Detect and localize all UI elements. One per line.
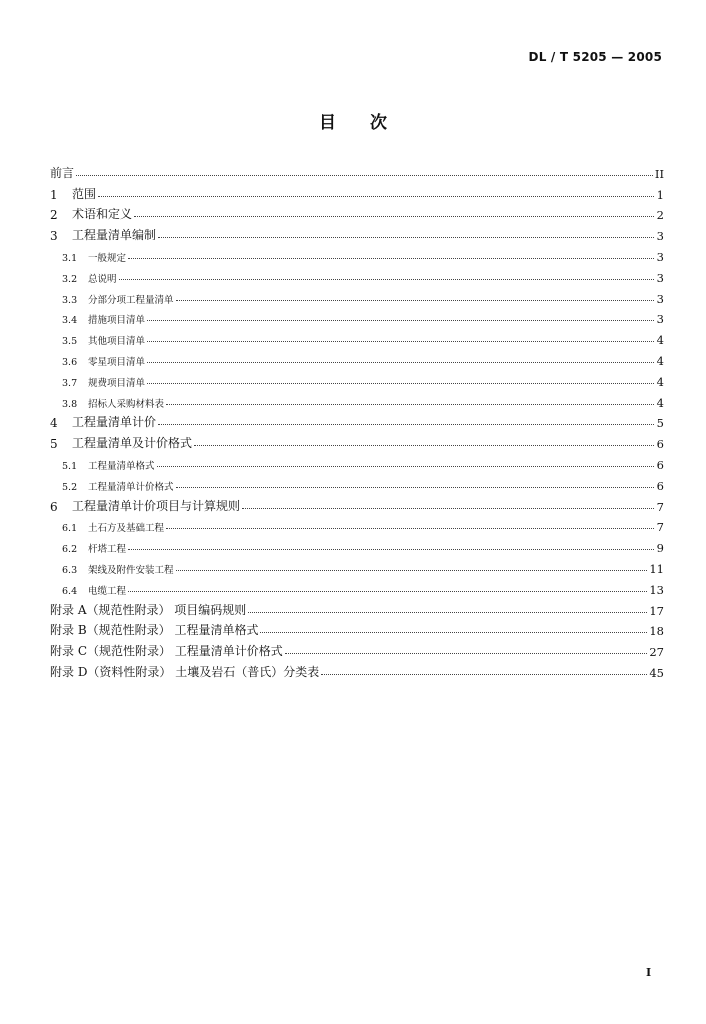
- toc-entry[interactable]: [50, 493, 664, 514]
- toc-entry-number: 3.4: [62, 315, 78, 327]
- toc-entry-page: 9: [656, 541, 664, 556]
- toc-entry-page: 45: [649, 665, 664, 680]
- toc-leader-dots: [147, 320, 654, 321]
- toc-entry-page: 3: [656, 291, 664, 306]
- toc-entry-label: 零星项目清单: [88, 356, 146, 368]
- toc-leader-dots: [128, 549, 654, 550]
- toc-entry-number: 3.6: [62, 356, 78, 368]
- toc-entry[interactable]: [50, 326, 664, 347]
- toc-leader-dots: [166, 404, 654, 405]
- toc-entry-number: 3.1: [62, 252, 78, 264]
- toc-entry[interactable]: [50, 222, 664, 243]
- toc-leader-dots: [321, 674, 647, 675]
- toc-entry-number: 3.2: [62, 273, 78, 285]
- toc-entry-page: 6: [656, 457, 664, 472]
- toc-entry[interactable]: [50, 534, 664, 555]
- toc-leader-dots: [260, 632, 647, 633]
- toc-leader-dots: [176, 300, 654, 301]
- toc-entry-page: 3: [656, 249, 664, 264]
- toc-entry[interactable]: [50, 555, 664, 576]
- toc-entry-page: 5: [656, 416, 664, 431]
- toc-entry-label: 工程量清单及计价格式: [72, 436, 193, 451]
- toc-entry-page: 4: [656, 395, 664, 410]
- toc-leader-dots: [147, 383, 654, 384]
- toc-entry-page: II: [654, 166, 664, 181]
- toc-leader-dots: [98, 196, 654, 197]
- toc-entry-label: 规费项目清单: [88, 377, 146, 389]
- toc-entry[interactable]: [50, 347, 664, 368]
- toc-entry[interactable]: [50, 285, 664, 306]
- toc-entry-page: 3: [656, 312, 664, 327]
- toc-entry-label: 工程量清单计价格式: [88, 481, 174, 493]
- toc-entry-page: 18: [649, 624, 664, 639]
- toc-entry-number: 3.7: [62, 377, 78, 389]
- page-title: 目次: [319, 113, 421, 133]
- toc-leader-dots: [134, 216, 654, 217]
- toc-entry[interactable]: [50, 389, 664, 410]
- toc-entry-label: 附录 D（资料性附录） 土壤及岩石（普氏）分类表: [50, 664, 320, 679]
- toc-entry-label: 工程量清单计价: [72, 415, 157, 430]
- toc-leader-dots: [158, 424, 654, 425]
- toc-entry-label: 电缆工程: [88, 585, 127, 597]
- toc-entry-label: 前言: [50, 165, 75, 180]
- toc-entry-number: 6.4: [62, 585, 78, 597]
- toc-entry[interactable]: [50, 368, 664, 389]
- toc-entry-label: 工程量清单编制: [72, 228, 157, 243]
- toc-entry-label: 一般规定: [88, 252, 127, 264]
- toc-entry-page: 4: [656, 333, 664, 348]
- toc-entry-label: 招标人采购材料表: [88, 398, 165, 410]
- toc-entry-number: 1: [50, 187, 58, 202]
- toc-entry-label: 其他项目清单: [88, 336, 146, 348]
- toc-entry-page: 27: [649, 645, 664, 660]
- toc-entry[interactable]: [50, 659, 664, 680]
- page-number: I: [646, 966, 652, 979]
- toc-leader-dots: [128, 591, 647, 592]
- toc-leader-dots: [157, 466, 654, 467]
- toc-entry-number: 5.2: [62, 481, 78, 493]
- toc-leader-dots: [119, 279, 654, 280]
- toc-leader-dots: [242, 508, 654, 509]
- toc-entry-number: 3: [50, 229, 58, 244]
- toc-entry-number: 3.3: [62, 294, 78, 306]
- toc-entry-page: 7: [656, 520, 664, 535]
- toc-entry-label: 工程量清单计价项目与计算规则: [72, 498, 241, 513]
- toc-entry-page: 1: [656, 187, 664, 202]
- toc-entry[interactable]: [50, 243, 664, 264]
- toc-entry[interactable]: [50, 618, 664, 639]
- toc-entry-page: 3: [656, 229, 664, 244]
- toc-entry-number: 5: [50, 437, 58, 452]
- toc-entry-page: 4: [656, 353, 664, 368]
- toc-entry-page: 6: [656, 437, 664, 452]
- toc-entry[interactable]: [50, 264, 664, 285]
- toc-leader-dots: [128, 258, 654, 259]
- document-code: DL / T 5205 — 2005: [528, 50, 662, 64]
- toc-entry-page: 11: [649, 561, 664, 576]
- toc-entry-page: 2: [656, 208, 664, 223]
- toc-leader-dots: [176, 487, 654, 488]
- toc-entry[interactable]: [50, 638, 664, 659]
- toc-entry-number: 6.1: [62, 523, 78, 535]
- toc-entry-label: 附录 B（规范性附录） 工程量清单格式: [50, 623, 259, 638]
- toc-entry-label: 附录 C（规范性附录） 工程量清单计价格式: [50, 644, 283, 659]
- toc-entry[interactable]: [50, 472, 664, 493]
- toc-entry-number: 5.1: [62, 460, 78, 472]
- toc-entry[interactable]: [50, 597, 664, 618]
- toc-entry[interactable]: [50, 306, 664, 327]
- toc-entry[interactable]: [50, 514, 664, 535]
- toc-leader-dots: [285, 653, 648, 654]
- toc-entry-label: 附录 A（规范性附录） 项目编码规则: [50, 602, 247, 617]
- toc-entry-page: 3: [656, 270, 664, 285]
- toc-entry[interactable]: [50, 160, 664, 181]
- toc-entry-number: 4: [50, 416, 58, 431]
- toc-entry[interactable]: [50, 451, 664, 472]
- toc-leader-dots: [147, 341, 654, 342]
- toc-entry-label: 杆塔工程: [88, 544, 127, 556]
- toc-entry-label: 架线及附件安装工程: [88, 564, 174, 576]
- toc-leader-dots: [158, 237, 654, 238]
- toc-entry-number: 6: [50, 499, 58, 514]
- toc-entry-page: 7: [656, 499, 664, 514]
- toc-entry-label: 措施项目清单: [88, 315, 146, 327]
- toc-entry-number: 3.5: [62, 336, 78, 348]
- toc-leader-dots: [176, 570, 648, 571]
- toc-entry-label: 总说明: [88, 273, 117, 285]
- toc-entry[interactable]: [50, 202, 664, 223]
- table-of-contents: [50, 160, 664, 680]
- toc-entry-page: 17: [649, 603, 664, 618]
- toc-entry[interactable]: [50, 410, 664, 431]
- toc-leader-dots: [147, 362, 654, 363]
- toc-entry-page: 6: [656, 478, 664, 493]
- toc-entry-label: 术语和定义: [72, 207, 133, 222]
- toc-entry[interactable]: [50, 576, 664, 597]
- toc-leader-dots: [248, 612, 647, 613]
- toc-entry-label: 土石方及基础工程: [88, 523, 165, 535]
- toc-leader-dots: [166, 528, 654, 529]
- toc-entry-number: 2: [50, 208, 58, 223]
- toc-entry-page: 4: [656, 374, 664, 389]
- toc-leader-dots: [76, 175, 653, 176]
- toc-entry-label: 工程量清单格式: [88, 460, 155, 472]
- toc-entry[interactable]: [50, 430, 664, 451]
- toc-entry-label: 分部分项工程量清单: [88, 294, 174, 306]
- toc-leader-dots: [194, 445, 654, 446]
- toc-entry-number: 6.3: [62, 564, 78, 576]
- toc-entry-number: 6.2: [62, 544, 78, 556]
- toc-entry-page: 13: [649, 582, 664, 597]
- toc-entry[interactable]: [50, 181, 664, 202]
- toc-entry-label: 范围: [72, 186, 97, 201]
- toc-entry-number: 3.8: [62, 398, 78, 410]
